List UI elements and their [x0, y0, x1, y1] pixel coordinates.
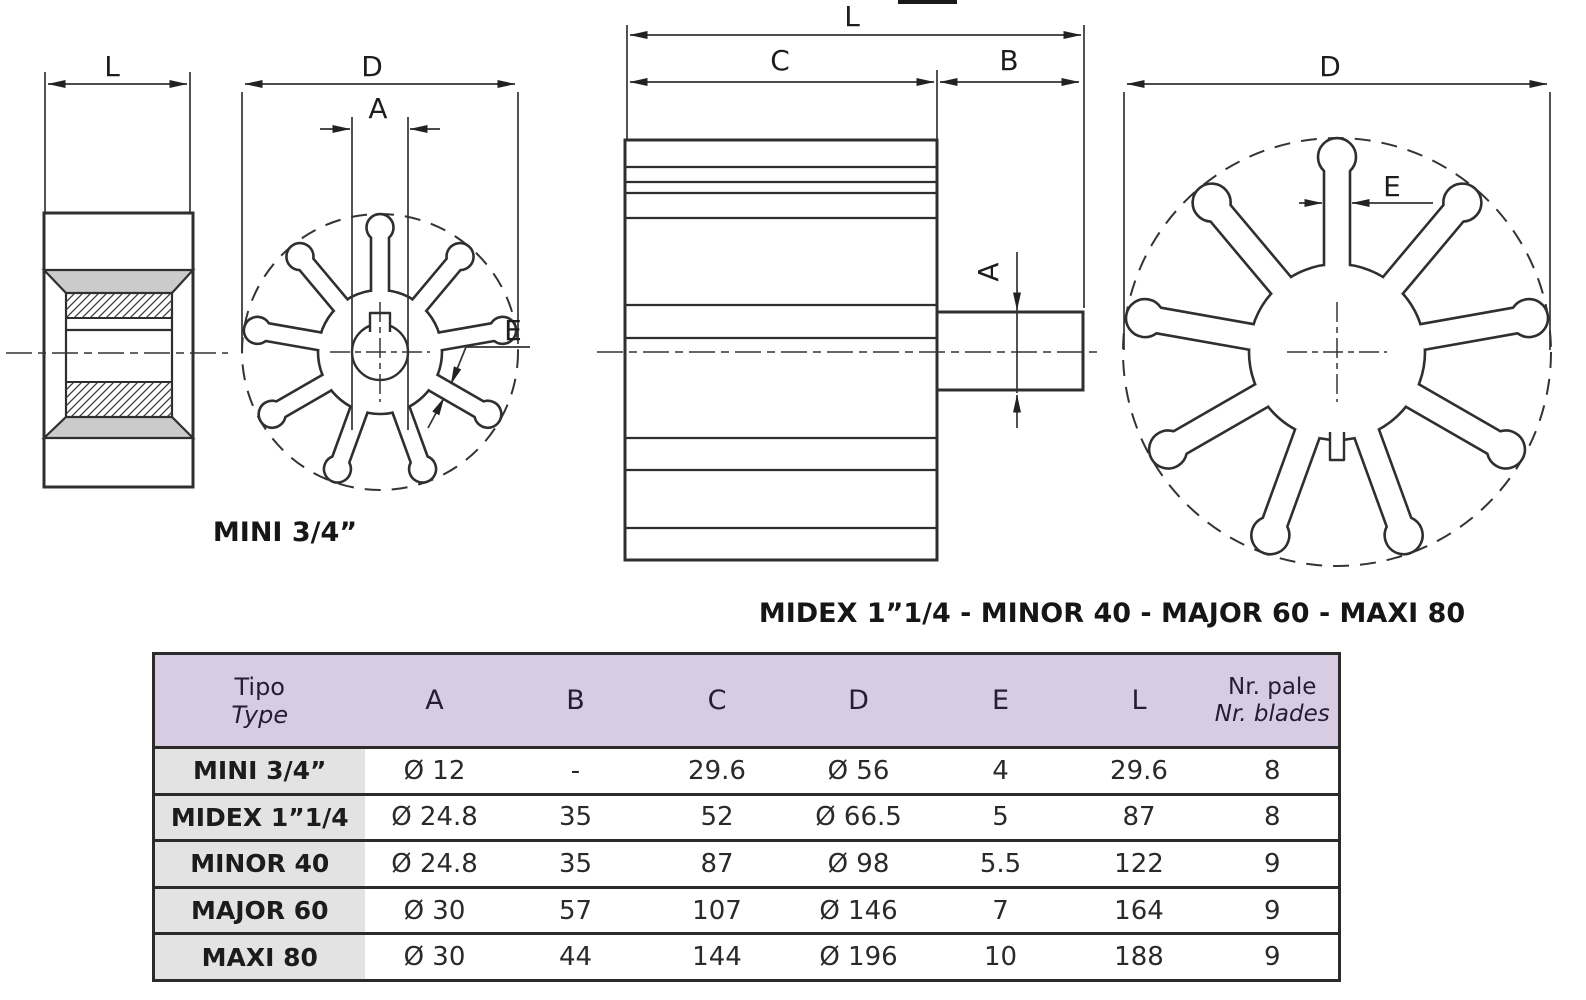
dim-label-D-large: D — [1319, 50, 1341, 83]
cell-blades: 9 — [1207, 841, 1340, 888]
side-view-small — [6, 50, 228, 487]
dim-label-D-small: D — [361, 50, 383, 83]
dim-label-E-small: E — [504, 314, 522, 347]
row-label: MAXI 80 — [154, 934, 365, 981]
col-header-blades-en: Nr. blades — [1214, 700, 1330, 727]
table-row — [154, 934, 1340, 981]
cell-c: 52 — [647, 794, 788, 841]
cell-c: 144 — [647, 934, 788, 981]
dim-label-L-large: L — [844, 0, 860, 33]
col-header-type — [154, 654, 365, 748]
shaft — [937, 312, 1083, 390]
cell-l: 164 — [1072, 887, 1207, 934]
col-header-type-it: Tipo — [234, 672, 285, 701]
header-row — [154, 654, 1340, 748]
front-view-large — [759, 50, 1551, 629]
impeller-large — [1123, 138, 1551, 566]
scan-artifact — [898, 0, 957, 4]
caption-large-views: MIDEX 1”1/4 - MINOR 40 - MAJOR 60 - MAXI 80 — [758, 598, 1466, 629]
table-row — [154, 748, 1340, 795]
cell-a: Ø 30 — [365, 934, 505, 981]
cell-d: Ø 146 — [788, 887, 930, 934]
cell-c: 87 — [647, 841, 788, 888]
col-header-c: C — [647, 654, 788, 748]
table-row — [154, 887, 1340, 934]
cell-e: 5 — [930, 794, 1072, 841]
cell-c: 29.6 — [647, 748, 788, 795]
cell-d: Ø 196 — [788, 934, 930, 981]
row-label: MAJOR 60 — [154, 887, 365, 934]
dim-label-A-small: A — [368, 92, 388, 125]
table-row — [154, 841, 1340, 888]
dim-label-L-small: L — [104, 50, 120, 83]
cell-e: 5.5 — [930, 841, 1072, 888]
spec-table — [152, 652, 1338, 982]
cell-a: Ø 24.8 — [365, 841, 505, 888]
col-header-e: E — [930, 654, 1072, 748]
cell-l: 122 — [1072, 841, 1207, 888]
cell-c: 107 — [647, 887, 788, 934]
dim-label-C: C — [770, 44, 790, 77]
col-header-a: A — [365, 654, 505, 748]
cell-b: 35 — [505, 841, 647, 888]
cell-d: Ø 98 — [788, 841, 930, 888]
cell-blades: 9 — [1207, 934, 1340, 981]
row-label: MINOR 40 — [154, 841, 365, 888]
col-header-blades-it: Nr. pale — [1228, 673, 1317, 700]
front-view-small — [213, 50, 530, 548]
blade-edge-lines — [625, 167, 937, 528]
cell-l: 188 — [1072, 934, 1207, 981]
col-header-l: L — [1072, 654, 1207, 748]
dim-label-E-large: E — [1383, 170, 1401, 203]
side-view-large — [597, 0, 1103, 560]
cell-e: 10 — [930, 934, 1072, 981]
cell-b: 35 — [505, 794, 647, 841]
cell-d: Ø 56 — [788, 748, 930, 795]
cell-blades: 9 — [1207, 887, 1340, 934]
col-header-d: D — [788, 654, 930, 748]
cell-a: Ø 12 — [365, 748, 505, 795]
dim-label-B: B — [999, 44, 1019, 77]
cell-b: 57 — [505, 887, 647, 934]
cell-e: 4 — [930, 748, 1072, 795]
cell-l: 87 — [1072, 794, 1207, 841]
col-header-b: B — [505, 654, 647, 748]
table-row — [154, 794, 1340, 841]
cell-b: - — [505, 748, 647, 795]
col-header-type-en: Type — [231, 700, 289, 729]
cell-a: Ø 24.8 — [365, 794, 505, 841]
cell-e: 7 — [930, 887, 1072, 934]
col-header-blades — [1207, 654, 1340, 748]
dim-label-A-shaft: A — [972, 262, 1005, 282]
row-label: MIDEX 1”1/4 — [154, 794, 365, 841]
row-label: MINI 3/4” — [154, 748, 365, 795]
caption-small-view: MINI 3/4” — [212, 517, 358, 548]
cell-blades: 8 — [1207, 794, 1340, 841]
cell-a: Ø 30 — [365, 887, 505, 934]
cell-d: Ø 66.5 — [788, 794, 930, 841]
cell-l: 29.6 — [1072, 748, 1207, 795]
cell-blades: 8 — [1207, 748, 1340, 795]
impeller-small — [242, 214, 518, 490]
cell-b: 44 — [505, 934, 647, 981]
